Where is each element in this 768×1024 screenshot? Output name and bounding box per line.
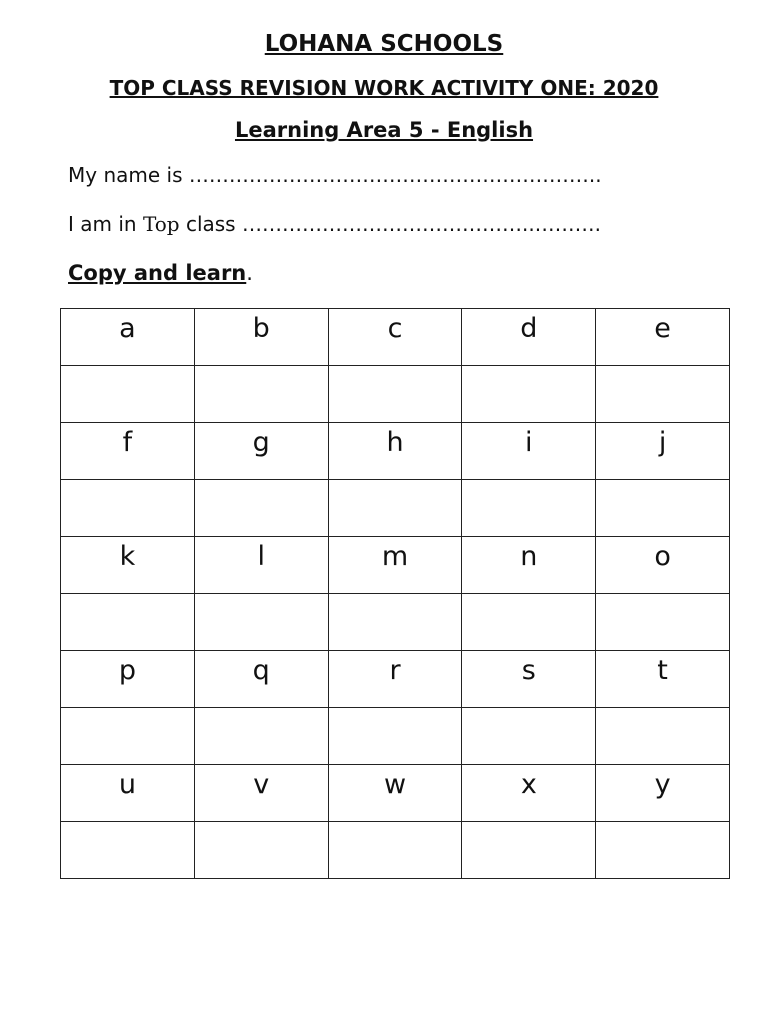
letter-cell: u <box>61 765 195 822</box>
letter-cell: g <box>194 423 328 480</box>
class-suffix: class <box>185 212 236 236</box>
class-prefix: I am in <box>68 212 137 236</box>
learning-area-title: Learning Area 5 - English <box>234 118 534 142</box>
letter-cell: e <box>596 309 730 366</box>
letter-cell: a <box>61 309 195 366</box>
letter-cell: q <box>194 651 328 708</box>
letter-cell: r <box>328 651 462 708</box>
letter-cell: x <box>462 765 596 822</box>
copy-cell[interactable] <box>194 822 328 879</box>
copy-cell[interactable] <box>61 822 195 879</box>
copy-cell[interactable] <box>462 822 596 879</box>
copy-cell[interactable] <box>328 594 462 651</box>
copy-cell[interactable] <box>462 366 596 423</box>
copy-cell[interactable] <box>462 594 596 651</box>
instruction-punct: . <box>246 261 253 285</box>
copy-row <box>61 822 730 879</box>
instruction <box>68 261 253 285</box>
letter-cell: o <box>596 537 730 594</box>
letter-cell: s <box>462 651 596 708</box>
copy-cell[interactable] <box>596 708 730 765</box>
class-blank[interactable]: ……………………………………..………. <box>241 212 602 236</box>
class-name: Top <box>142 212 180 236</box>
copy-cell[interactable] <box>194 708 328 765</box>
letter-cell: c <box>328 309 462 366</box>
copy-row <box>61 366 730 423</box>
letter-row <box>61 651 730 708</box>
copy-cell[interactable] <box>61 708 195 765</box>
copy-cell[interactable] <box>194 480 328 537</box>
alphabet-grid <box>60 308 730 879</box>
letter-cell: t <box>596 651 730 708</box>
copy-row <box>61 594 730 651</box>
letter-cell: p <box>61 651 195 708</box>
letter-cell: b <box>194 309 328 366</box>
letter-cell: f <box>61 423 195 480</box>
letter-cell: n <box>462 537 596 594</box>
copy-cell[interactable] <box>596 480 730 537</box>
copy-cell[interactable] <box>596 594 730 651</box>
copy-cell[interactable] <box>61 594 195 651</box>
copy-row <box>61 708 730 765</box>
name-label: My name is <box>68 163 183 187</box>
copy-cell[interactable] <box>328 480 462 537</box>
copy-cell[interactable] <box>61 366 195 423</box>
letter-cell: m <box>328 537 462 594</box>
letter-cell: k <box>61 537 195 594</box>
activity-subtitle: TOP CLASS REVISION WORK ACTIVITY ONE: 2020 <box>109 76 659 100</box>
copy-cell[interactable] <box>328 822 462 879</box>
letter-cell: j <box>596 423 730 480</box>
letter-cell: v <box>194 765 328 822</box>
name-line <box>68 163 602 187</box>
letter-row <box>61 537 730 594</box>
letter-row <box>61 309 730 366</box>
copy-cell[interactable] <box>462 708 596 765</box>
letter-cell: h <box>328 423 462 480</box>
copy-cell[interactable] <box>596 822 730 879</box>
letter-cell: d <box>462 309 596 366</box>
copy-cell[interactable] <box>596 366 730 423</box>
school-title: LOHANA SCHOOLS <box>264 31 504 57</box>
copy-row <box>61 480 730 537</box>
copy-cell[interactable] <box>328 366 462 423</box>
copy-cell[interactable] <box>328 708 462 765</box>
copy-cell[interactable] <box>61 480 195 537</box>
letter-row <box>61 423 730 480</box>
instruction-text: Copy and learn <box>68 261 247 285</box>
letter-cell: i <box>462 423 596 480</box>
letter-cell: y <box>596 765 730 822</box>
name-blank[interactable]: …………………………………………………….. <box>188 163 602 187</box>
letter-row <box>61 765 730 822</box>
letter-cell: w <box>328 765 462 822</box>
copy-cell[interactable] <box>462 480 596 537</box>
letter-cell: l <box>194 537 328 594</box>
copy-cell[interactable] <box>194 366 328 423</box>
class-line <box>68 212 601 236</box>
copy-cell[interactable] <box>194 594 328 651</box>
